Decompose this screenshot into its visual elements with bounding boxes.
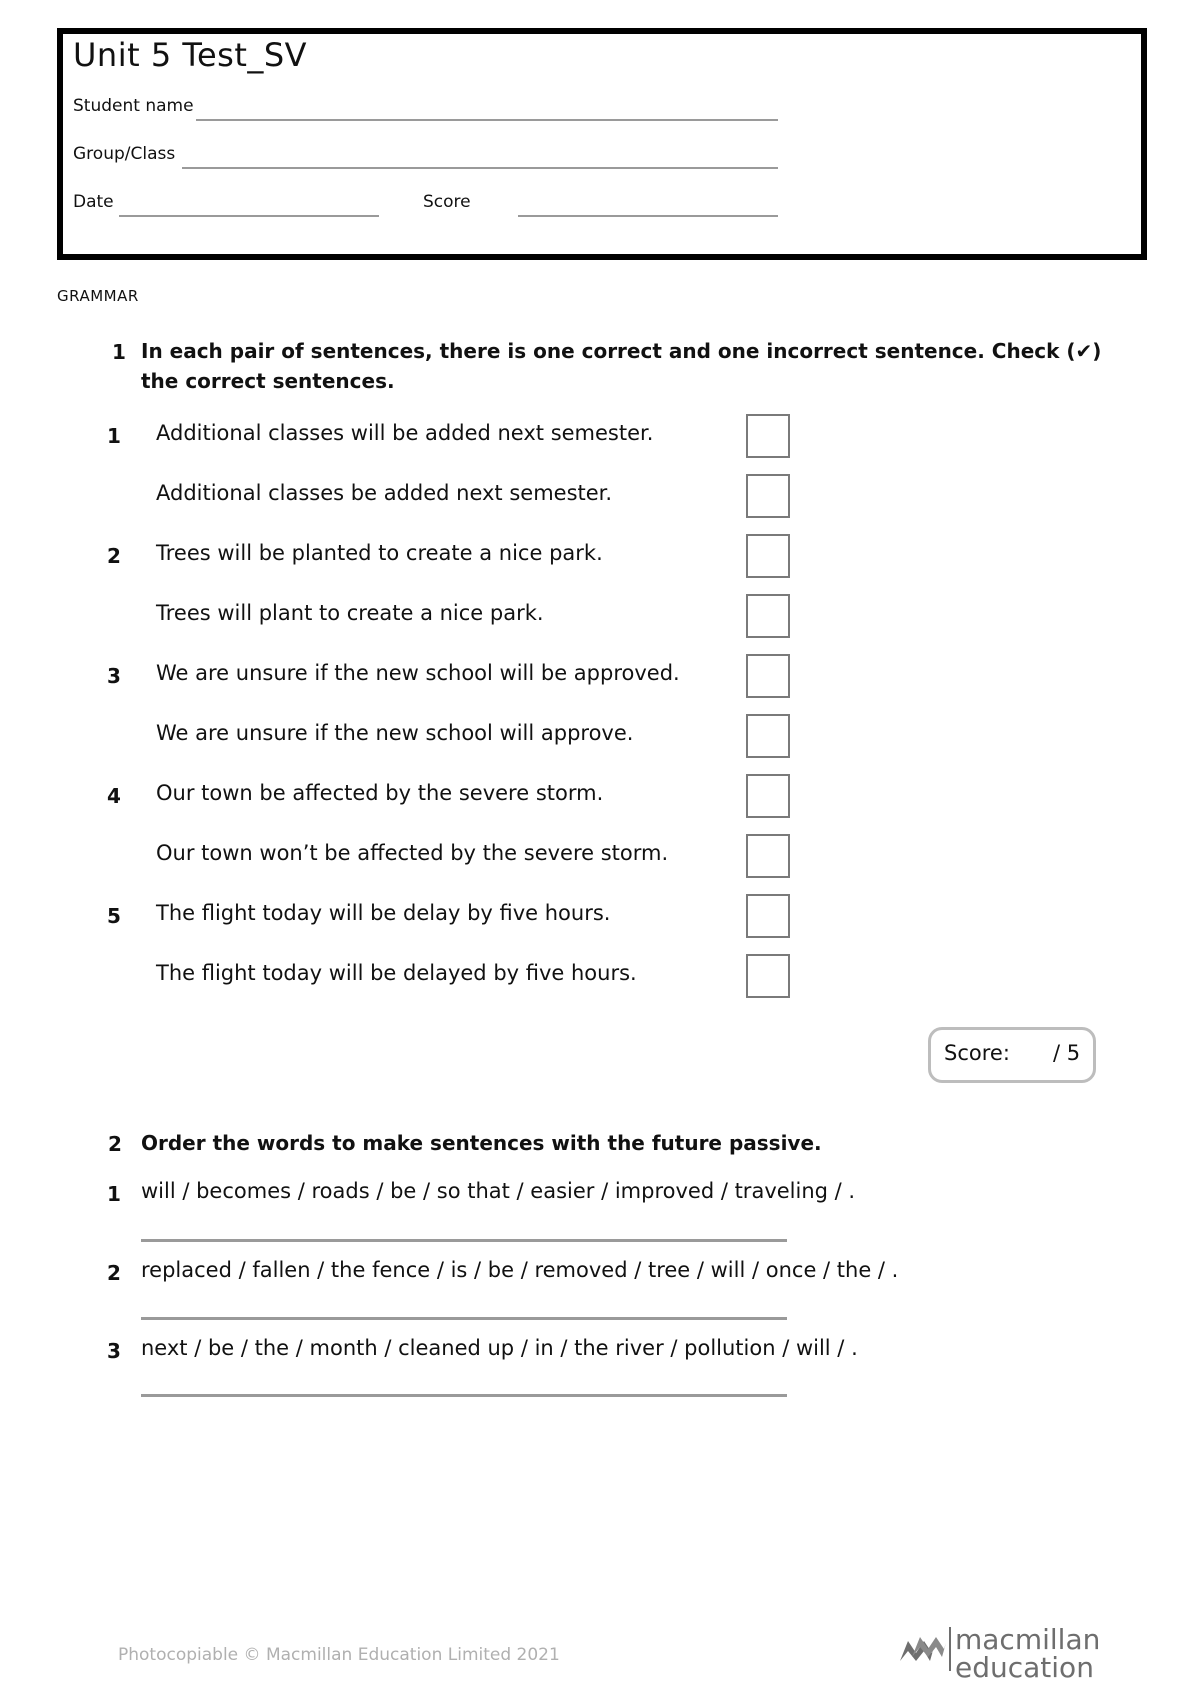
score-box-total: / 5: [1053, 1041, 1081, 1065]
question-1-number: 1: [112, 340, 126, 364]
logo-text-education: education: [955, 1651, 1094, 1684]
macmillan-logo-icon: [898, 1627, 954, 1671]
answer-line[interactable]: [141, 1394, 787, 1397]
answer-line[interactable]: [141, 1317, 787, 1320]
page-title: Unit 5 Test_SV: [73, 36, 308, 74]
sentence-option: The flight today will be delay by five hours.: [156, 901, 611, 925]
score-field[interactable]: [518, 215, 778, 217]
question-2-number: 2: [108, 1132, 122, 1156]
logo-text-macmillan: macmillan: [955, 1623, 1101, 1656]
checkbox[interactable]: [746, 534, 790, 578]
word-list: replaced / fallen / the fence / is / be / removed / tree / will / once / the / .: [141, 1258, 899, 1282]
checkbox[interactable]: [746, 894, 790, 938]
item-number: 5: [107, 904, 121, 928]
word-list: next / be / the / month / cleaned up / in / the river / pollution / will / .: [141, 1336, 858, 1360]
sentence-option: Our town won’t be affected by the severe storm.: [156, 841, 669, 865]
section-label: GRAMMAR: [57, 287, 139, 305]
group-class-field[interactable]: [182, 167, 778, 169]
sentence-option: The flight today will be delayed by five hours.: [156, 961, 637, 985]
checkbox[interactable]: [746, 474, 790, 518]
sentence-option: Our town be affected by the severe storm.: [156, 781, 604, 805]
score-box-label: Score:: [944, 1041, 1010, 1065]
checkbox[interactable]: [746, 954, 790, 998]
checkbox[interactable]: [746, 654, 790, 698]
word-list: will / becomes / roads / be / so that / easier / improved / traveling / .: [141, 1179, 856, 1203]
student-name-label: Student name: [73, 96, 194, 116]
sentence-option: We are unsure if the new school will approve.: [156, 721, 634, 745]
checkbox[interactable]: [746, 594, 790, 638]
question-1-instruction-line2: the correct sentences.: [141, 369, 395, 393]
copyright-text: Photocopiable © Macmillan Education Limited 2021: [118, 1645, 560, 1665]
question-1-instruction-line1: In each pair of sentences, there is one correct and one incorrect sentence. Check (✔): [141, 339, 1102, 363]
checkbox[interactable]: [746, 774, 790, 818]
checkbox[interactable]: [746, 414, 790, 458]
answer-line[interactable]: [141, 1239, 787, 1242]
sentence-option: Trees will be planted to create a nice park.: [156, 541, 603, 565]
checkbox[interactable]: [746, 714, 790, 758]
sentence-option: We are unsure if the new school will be approved.: [156, 661, 680, 685]
item-number: 1: [107, 1182, 121, 1206]
item-number: 3: [107, 1339, 121, 1363]
student-name-field[interactable]: [196, 119, 778, 121]
group-class-label: Group/Class: [73, 144, 176, 164]
date-field[interactable]: [119, 215, 379, 217]
sentence-option: Trees will plant to create a nice park.: [156, 601, 544, 625]
sentence-option: Additional classes be added next semester.: [156, 481, 613, 505]
sentence-option: Additional classes will be added next semester.: [156, 421, 654, 445]
item-number: 1: [107, 424, 121, 448]
item-number: 2: [107, 1261, 121, 1285]
item-number: 3: [107, 664, 121, 688]
checkbox[interactable]: [746, 834, 790, 878]
date-label: Date: [73, 192, 114, 212]
question-1-instruction: [141, 336, 1101, 396]
score-label: Score: [423, 192, 471, 212]
question-2-instruction: Order the words to make sentences with the future passive.: [141, 1131, 822, 1155]
item-number: 4: [107, 784, 121, 808]
item-number: 2: [107, 544, 121, 568]
